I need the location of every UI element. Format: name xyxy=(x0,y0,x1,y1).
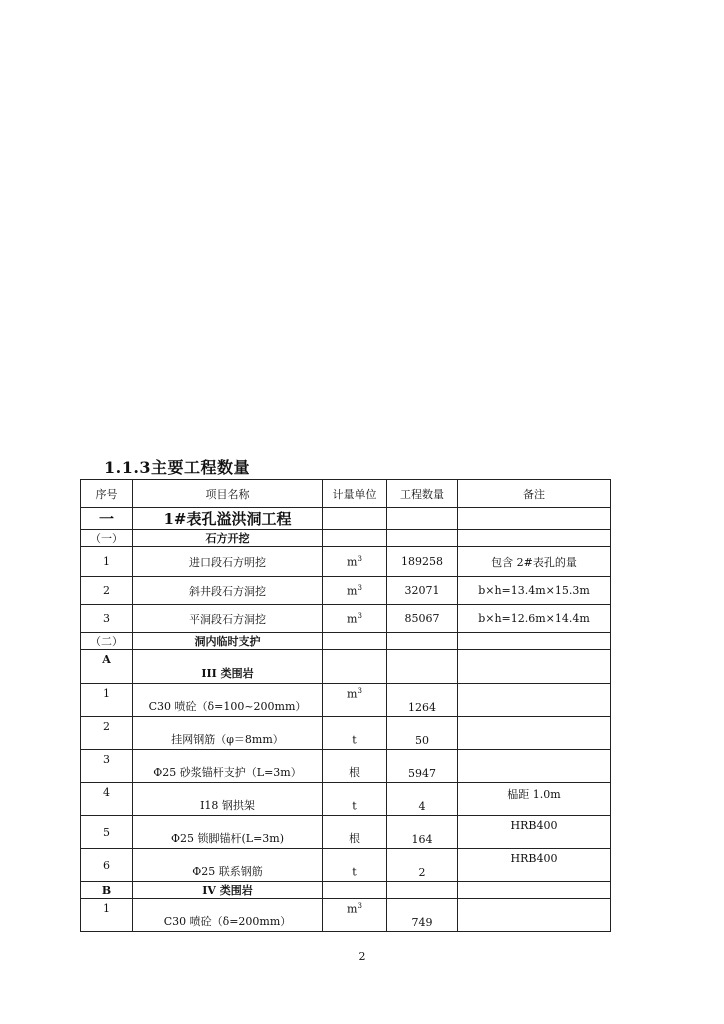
table-row xyxy=(81,750,611,783)
quantity: 85067 xyxy=(387,605,458,633)
unit: $m^3$ xyxy=(323,684,387,717)
table-header-row xyxy=(81,480,611,508)
quantity: 1264 xyxy=(387,684,458,717)
row-number: 1 xyxy=(81,684,133,717)
project-row xyxy=(81,508,611,530)
header-cell: 计量单位 xyxy=(323,480,387,508)
unit: $m^3$ xyxy=(323,899,387,932)
table-row xyxy=(81,849,611,882)
note: 包含 2#表孔的量 xyxy=(458,547,611,577)
quantity: 189258 xyxy=(387,547,458,577)
table-row xyxy=(81,547,611,577)
item-name: C30 喷砼（δ=100~200mm） xyxy=(133,684,323,717)
quantity: 749 xyxy=(387,899,458,932)
item-name: Φ25 联系钢筋 xyxy=(133,849,323,882)
table-row xyxy=(81,783,611,816)
table-row xyxy=(81,605,611,633)
quantity: 164 xyxy=(387,816,458,849)
quantity: 5947 xyxy=(387,750,458,783)
project-number: 一 xyxy=(81,508,133,530)
page-number: 2 xyxy=(358,950,366,963)
subgroup-number: A xyxy=(81,650,133,684)
unit: 根 xyxy=(323,750,387,783)
row-number: 5 xyxy=(81,816,133,849)
group-name: 洞内临时支护 xyxy=(133,633,323,650)
table-row xyxy=(81,899,611,932)
unit: $m^3$ xyxy=(323,577,387,605)
item-name: 平洞段石方洞挖 xyxy=(133,605,323,633)
quantity-table xyxy=(80,479,611,932)
unit: $m^3$ xyxy=(323,605,387,633)
item-name: 斜井段石方洞挖 xyxy=(133,577,323,605)
row-number: 3 xyxy=(81,750,133,783)
note xyxy=(458,717,611,750)
header-cell: 备注 xyxy=(458,480,611,508)
unit: 根 xyxy=(323,816,387,849)
note: 榀距 1.0m xyxy=(458,783,611,816)
row-number: 1 xyxy=(81,547,133,577)
subgroup-number: B xyxy=(81,882,133,899)
unit: $m^3$ xyxy=(323,547,387,577)
group-row xyxy=(81,530,611,547)
header-cell: 序号 xyxy=(81,480,133,508)
row-number: 4 xyxy=(81,783,133,816)
quantity: 50 xyxy=(387,717,458,750)
header-cell: 工程数量 xyxy=(387,480,458,508)
group-number: （一） xyxy=(81,530,133,547)
section-heading xyxy=(104,455,250,478)
section-number: 1.1.3 xyxy=(104,458,152,477)
quantity: 4 xyxy=(387,783,458,816)
item-name: Ⅰ18 钢拱架 xyxy=(133,783,323,816)
subgroup-row xyxy=(81,650,611,684)
note: b×h=13.4m×15.3m xyxy=(458,577,611,605)
item-name: Φ25 锁脚锚杆(L=3m) xyxy=(133,816,323,849)
table-row xyxy=(81,717,611,750)
row-number: 3 xyxy=(81,605,133,633)
row-number: 2 xyxy=(81,577,133,605)
note: HRB400 xyxy=(458,816,611,849)
unit: t xyxy=(323,849,387,882)
quantity: 32071 xyxy=(387,577,458,605)
subgroup-row xyxy=(81,882,611,899)
table-row xyxy=(81,816,611,849)
note: b×h=12.6m×14.4m xyxy=(458,605,611,633)
section-title: 主要工程数量 xyxy=(151,458,251,477)
item-name: C30 喷砼（δ=200mm） xyxy=(133,899,323,932)
item-name: Φ25 砂浆锚杆支护（L=3m） xyxy=(133,750,323,783)
table-row xyxy=(81,577,611,605)
row-number: 6 xyxy=(81,849,133,882)
subgroup-name: III 类围岩 xyxy=(133,650,323,684)
unit: t xyxy=(323,717,387,750)
project-name: 1#表孔溢洪洞工程 xyxy=(133,508,323,530)
row-number: 2 xyxy=(81,717,133,750)
table-row xyxy=(81,684,611,717)
item-name: 挂网钢筋（φ＝8mm） xyxy=(133,717,323,750)
unit: t xyxy=(323,783,387,816)
item-name: 进口段石方明挖 xyxy=(133,547,323,577)
note xyxy=(458,750,611,783)
group-number: （二） xyxy=(81,633,133,650)
note xyxy=(458,899,611,932)
row-number: 1 xyxy=(81,899,133,932)
note xyxy=(458,684,611,717)
note: HRB400 xyxy=(458,849,611,882)
group-row xyxy=(81,633,611,650)
quantity: 2 xyxy=(387,849,458,882)
subgroup-name: IV 类围岩 xyxy=(133,882,323,899)
group-name: 石方开挖 xyxy=(133,530,323,547)
header-cell: 项目名称 xyxy=(133,480,323,508)
